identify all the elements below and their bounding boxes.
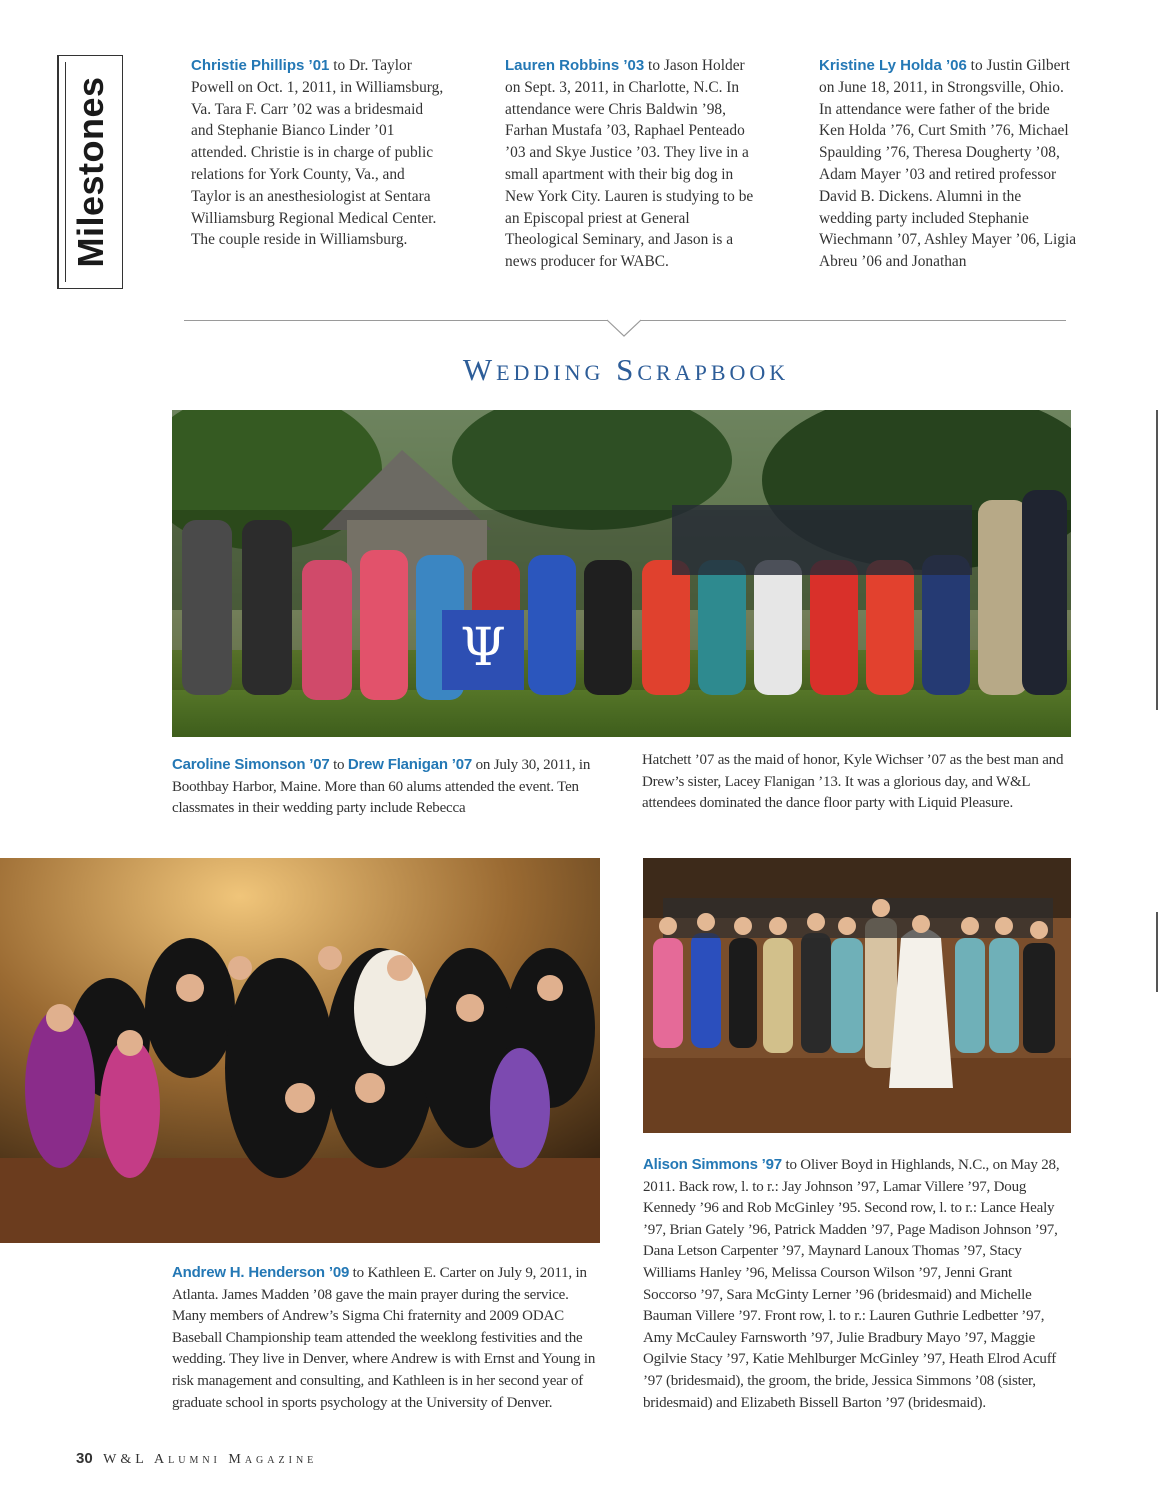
- announcement-robbins: [505, 55, 763, 273]
- photo-henderson-reception: [0, 858, 600, 1243]
- photo-simmons-wedding: [643, 858, 1071, 1133]
- svg-text:Ψ: Ψ: [460, 618, 506, 678]
- caption-name: Andrew H. Henderson ’09: [172, 1264, 350, 1281]
- caption-text: to Oliver Boyd in Highlands, N.C., on May 28, 2011. Back row, l. to r.: Jay Johnson ’97, Lamar Villere ’97, Doug Kennedy ’96 and Rob McGinley ’95. Second row, l. to r.: Lance Healy ’97, Brian Gately ’96, Patrick Madden ’97, Page Madison Johnson ’97, Dana Letson Carpenter ’97, Maynard Lanoux Thomas ’97, Stacy Williams Hanley ’96, Melissa Courson Wilson ’97, Jenni Grant Soccorso ’97, Sara McGinty Lerner ’96 (bridesmaid) and Michelle Bauman Villere ’97. Front row, l. to r.: Lauren Guthrie Ledbetter ’97, Amy McCauley Farnsworth ’97, Julie Bradbury Mayo ’97, Maggie Ogilvie Stacy ’97, Katie Mehlburger McGinley ’97, Heath Elrod Acuff ’97 (bridesmaid), the groom, the bride, Jessica Simmons ’08 (sister, bridesmaid) and Elizabeth Bissell Barton ’97 (bridesmaid).: [643, 1157, 1060, 1411]
- photo-simonson-wedding: [172, 410, 1071, 737]
- announcement-text: to Dr. Taylor Powell on Oct. 1, 2011, in Williamsburg, Va. Tara F. Carr ’02 was a bridesmaid and Stephanie Bianco Linder ’01 attended. Christie is in charge of public relations for York County, Va., and Taylor is an anesthesiologist at Sentara Williamsburg Regional Medical Center. The couple reside in Williamsburg.: [191, 57, 444, 249]
- section-divider: [640, 320, 1066, 321]
- announcement-text: to Jason Holder on Sept. 3, 2011, in Charlotte, N.C. In attendance were Chris Baldwin ’98, Farhan Mustafa ’03, Raphael Penteado ’03 and Skye Justice ’03. They live in a small apartment with their big dog in New York City. Lauren is studying to be an Episcopal priest at General Theological Seminary, and Jason is a news producer for WABC.: [505, 57, 754, 271]
- announcement-holda: [819, 55, 1077, 295]
- announcement-name: Christie Phillips ’01: [191, 57, 330, 74]
- page-edge-mark: [1156, 912, 1158, 992]
- announcement-name: Kristine Ly Holda ’06: [819, 57, 967, 74]
- caption-text: Hatchett ’07 as the maid of honor, Kyle Wichser ’07 as the best man and Drew’s sister, Lacey Flanigan ’13. It was a glorious day, and W&L attendees dominated the dance floor party with Liquid Pleasure.: [642, 752, 1064, 812]
- caption-text: to: [329, 757, 348, 773]
- caption-henderson: [172, 1262, 602, 1414]
- caption-text: on July 30, 2011, in Boothbay Harbor, Maine. More than 60 alums attended the event. Ten classmates in their wedding party include Rebecca: [172, 757, 591, 817]
- divider-chevron-icon: [606, 319, 642, 339]
- section-title: Wedding Scrapbook: [462, 352, 790, 387]
- announcement-text: to Justin Gilbert on June 18, 2011, in Strongsville, Ohio. In attendance were father of the bride Ken Holda ’76, Curt Smith ’76, Michael Spaulding ’76, Theresa Dougherty ’08, Adam Mayer ’03 and retired professor David B. Dickens. Alumni in the wedding party included Stephanie Wiechmann ’07, Ashley Mayer ’06, Ligia Abreu ’06 and Jonathan: [819, 57, 1077, 271]
- page-number: 30: [76, 1450, 93, 1467]
- caption-simonson-continued: [642, 750, 1066, 815]
- caption-name: Drew Flanigan ’07: [347, 756, 473, 773]
- page-footer: [76, 1450, 317, 1468]
- caption-name: Caroline Simonson ’07: [172, 756, 330, 773]
- section-tab-title: Milestones: [70, 76, 111, 268]
- caption-name: Alison Simmons ’97: [643, 1156, 782, 1173]
- caption-text: to Kathleen E. Carter on July 9, 2011, in Atlanta. James Madden ’08 gave the main prayer during the service. Many members of Andrew’s Sigma Chi fraternity and 2009 ODAC Baseball Championship team attended the weeklong festivities and the wedding. They live in Denver, where Andrew is with Ernst and Young in risk management and consulting, and Kathleen is in her second year of graduate school in sports psychology at the University of Denver.: [172, 1265, 596, 1411]
- caption-simonson: [172, 754, 592, 820]
- announcement-name: Lauren Robbins ’03: [505, 57, 645, 74]
- magazine-name: W&L Alumni Magazine: [103, 1452, 318, 1467]
- section-tab: [57, 55, 123, 289]
- caption-simmons: [643, 1154, 1067, 1414]
- announcement-phillips: [191, 55, 447, 251]
- page-edge-mark: [1156, 410, 1158, 710]
- section-divider: [184, 320, 608, 321]
